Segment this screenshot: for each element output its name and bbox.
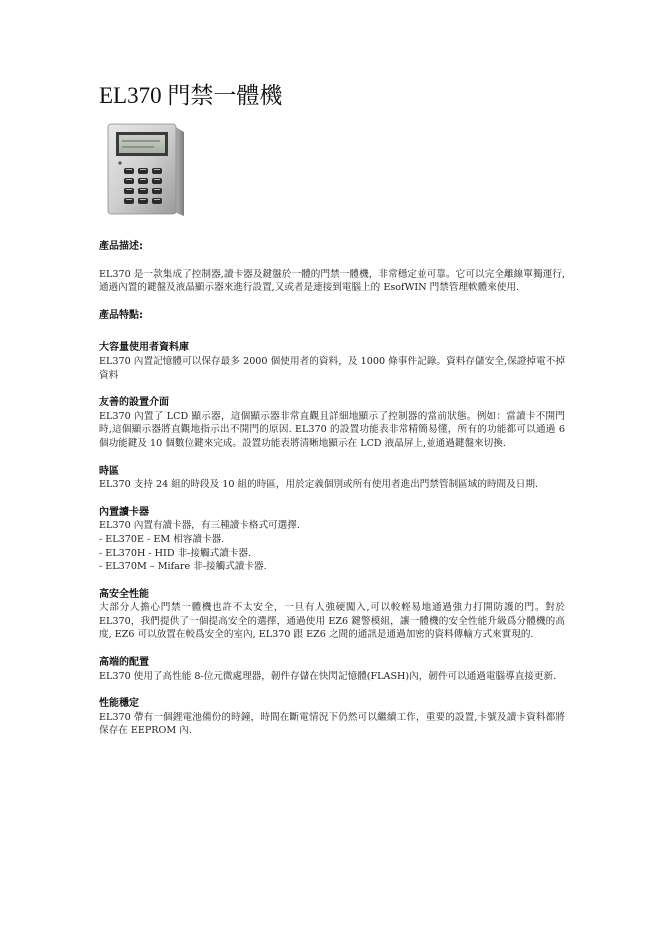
reader-item-mifare: - EL370M – Mifare 非-接觸式讀卡器.: [99, 561, 267, 573]
capacity-text: EL370 內置記憶體可以保存最多 2000 個使用者的資料，及 1000 條事件記錄。資料存儲安全,保證掉電不掉資料: [99, 355, 565, 381]
access-control-device-image: [104, 120, 188, 220]
reader-heading: 內置讀卡器: [99, 506, 149, 518]
description-heading: 產品描述:: [99, 241, 143, 252]
document-title: EL370 門禁一體機: [99, 83, 283, 108]
description-text: EL370 是一款集成了控制器,讀卡器及鍵盤於一體的門禁一體機，非常穩定並可靠。它可以完全離線單獨運行,通過內置的鍵盤及液晶顯示器來進行設置,又或者是連接到電腦上的 EsofWIN 門禁管理軟體來使用.: [99, 268, 565, 294]
reader-intro: EL370 內置有讀卡器，有三種讀卡格式可選擇.: [99, 520, 300, 532]
time-zone-text: EL370 支持 24 組的時段及 10 組的時區，用於定義個別或所有使用者進出門禁管制區域的時間及日期.: [99, 479, 538, 491]
security-text: 大部分人擔心門禁一體機也許不太安全，一旦有人強硬闖入,可以較輕易地通過強力打開防護的門。對於 EL370，我們提供了一個提高安全的選擇，通過使用 EZ6 鍵警模組，讓一體機的安全性能升級爲分體機的高度, EZ6 可以放置在較爲安全的室內, EL370 跟 EZ6 之間的通訊是通過加密的資料傳輸方式來實現的.: [99, 602, 565, 641]
stability-heading: 性能穩定: [99, 698, 139, 710]
interface-text: EL370 內置了 LCD 顯示器，這個顯示器非常直觀且詳細地顯示了控制器的當前狀態。例如：當讀卡不開門時,這個顯示器將直觀地指示出不開門的原因. EL370 的設置功能表非常精簡易懂，所有的功能都可以通過 6 個功能鍵及 10 個數位鍵來完成。設置功能表將清晰地顯示在 LCD 液晶屏上,並通過鍵盤來切換.: [99, 410, 565, 449]
stability-text: EL370 帶有一個鋰電池備份的時鐘，時間在斷電情況下仍然可以繼續工作，重要的設置,卡號及讀卡資料都將保存在 EEPROM 內.: [99, 711, 565, 737]
document-body: [99, 240, 565, 738]
config-heading: 高端的配置: [99, 657, 149, 669]
reader-item-hid: - EL370H - HID 非-接觸式讀卡器.: [99, 547, 252, 559]
time-zone-heading: 時區: [99, 465, 119, 477]
reader-item-em: - EL370E - EM 相容讀卡器.: [99, 533, 225, 545]
features-heading: 產品特點:: [99, 309, 143, 321]
config-text: EL370 使用了高性能 8-位元微處理器，韌件存儲在快閃記憶體(FLASH)內，韌件可以通過電腦導直接更新.: [99, 670, 557, 682]
interface-heading: 友善的設置介面: [99, 397, 169, 409]
security-heading: 高安全性能: [99, 588, 149, 600]
capacity-heading: 大容量使用者資料庫: [99, 342, 189, 354]
